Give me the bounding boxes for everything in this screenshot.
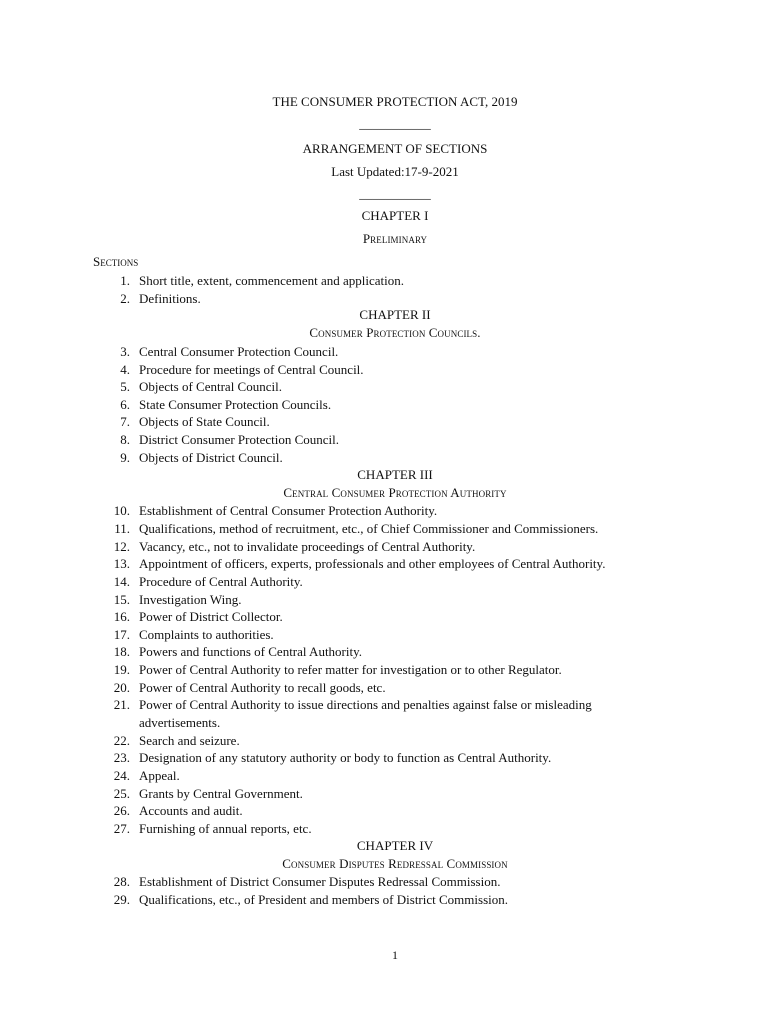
section-number: 17.: [113, 627, 130, 642]
section-title: Search and seizure.: [139, 733, 240, 748]
section-number: 14.: [113, 574, 130, 589]
section-title: Qualifications, method of recruitment, etc., of Chief Commissioner and Commissioners.: [139, 521, 599, 536]
section-title: Power of Central Authority to recall goods, etc.: [139, 680, 386, 695]
section-number: 20.: [113, 680, 130, 695]
section-number: 26.: [113, 803, 130, 818]
section-number: 3.: [120, 344, 130, 359]
section-title: Appeal.: [139, 768, 180, 783]
section-title: Establishment of Central Consumer Protection Authority.: [139, 503, 438, 518]
section-title: Furnishing of annual reports, etc.: [139, 821, 312, 836]
section-number: 11.: [114, 521, 130, 536]
chapter-heading: CHAPTER I: [361, 208, 429, 223]
section-title: Designation of any statutory authority or body to function as Central Authority.: [139, 750, 552, 765]
chapter-heading: CHAPTER IV: [356, 838, 434, 853]
section-number: 4.: [120, 362, 130, 377]
chapter-subtitle: Consumer Disputes Redressal Commission: [282, 856, 508, 871]
section-number: 8.: [120, 432, 130, 447]
section-number: 5.: [120, 379, 130, 394]
section-number: 10.: [113, 503, 130, 518]
section-number: 22.: [113, 733, 130, 748]
section-number: 13.: [113, 556, 130, 571]
sections-label: Sections: [93, 254, 139, 269]
section-title: Power of Central Authority to issue directions and penalties against false or misleading: [139, 697, 592, 712]
chapter-subtitle: Consumer Protection Councils.: [309, 325, 481, 340]
section-number: 6.: [120, 397, 130, 412]
section-title: Appointment of officers, experts, professionals and other employees of Central Authority.: [139, 556, 606, 571]
section-title: Powers and functions of Central Authority.: [139, 644, 363, 659]
section-title: Establishment of District Consumer Disputes Redressal Commission.: [139, 874, 501, 889]
section-title: Definitions.: [139, 291, 201, 306]
section-title: Accounts and audit.: [139, 803, 243, 818]
section-title-continued: advertisements.: [139, 715, 221, 730]
section-number: 25.: [113, 786, 130, 801]
section-number: 16.: [113, 609, 130, 624]
section-title: Qualifications, etc., of President and members of District Commission.: [139, 892, 508, 907]
header-rule: ___________: [359, 186, 431, 201]
section-title: State Consumer Protection Councils.: [139, 397, 332, 412]
section-title: Power of District Collector.: [139, 609, 283, 624]
section-number: 19.: [113, 662, 130, 677]
section-title: Objects of District Council.: [139, 450, 283, 465]
section-title: Vacancy, etc., not to invalidate proceedings of Central Authority.: [139, 539, 476, 554]
section-number: 7.: [120, 414, 130, 429]
section-number: 18.: [113, 644, 130, 659]
section-title: Procedure for meetings of Central Council.: [139, 362, 364, 377]
chapter-subtitle: Preliminary: [362, 231, 428, 246]
section-title: Central Consumer Protection Council.: [139, 344, 339, 359]
section-number: 12.: [113, 539, 130, 554]
section-number: 29.: [113, 892, 130, 907]
last-updated: Last Updated:17-9-2021: [331, 164, 459, 179]
section-title: Power of Central Authority to refer matter for investigation or to other Regulator.: [139, 662, 562, 677]
section-number: 21.: [113, 697, 130, 712]
section-number: 28.: [113, 874, 130, 889]
chapter-subtitle: Central Consumer Protection Authority: [283, 485, 507, 500]
section-number: 23.: [113, 750, 130, 765]
section-title: Investigation Wing.: [139, 592, 242, 607]
page-number: 1: [392, 948, 398, 962]
section-number: 27.: [113, 821, 130, 836]
section-number: 1.: [120, 273, 130, 288]
chapter-heading: CHAPTER III: [357, 467, 433, 482]
section-number: 24.: [113, 768, 130, 783]
section-title: Grants by Central Government.: [139, 786, 303, 801]
section-number: 9.: [120, 450, 130, 465]
arrangement-heading: ARRANGEMENT OF SECTIONS: [302, 141, 488, 156]
section-title: Complaints to authorities.: [139, 627, 274, 642]
section-title: Objects of State Council.: [139, 414, 270, 429]
section-number: 15.: [113, 592, 130, 607]
section-title: Objects of Central Council.: [139, 379, 282, 394]
section-title: District Consumer Protection Council.: [139, 432, 340, 447]
chapter-heading: CHAPTER II: [359, 307, 431, 322]
title-rule: ___________: [359, 116, 431, 131]
act-title: THE CONSUMER PROTECTION ACT, 2019: [272, 94, 518, 109]
section-number: 2.: [120, 291, 130, 306]
section-title: Procedure of Central Authority.: [139, 574, 303, 589]
section-title: Short title, extent, commencement and application.: [139, 273, 404, 288]
